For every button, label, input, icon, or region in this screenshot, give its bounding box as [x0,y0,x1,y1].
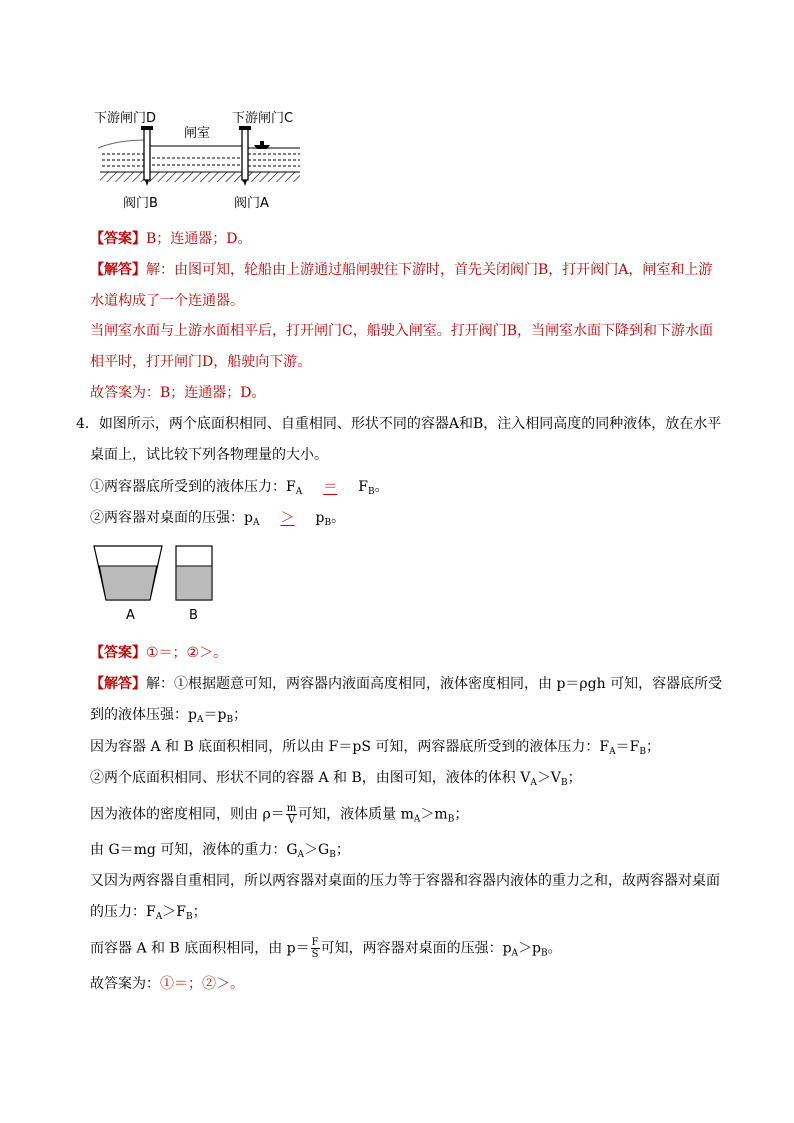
containers-diagram [90,544,220,604]
q3-answer: 【答案】B；连通器；D。 [90,231,252,247]
valve-b-label: 阀门B [123,196,158,211]
q4-analysis-line-7: 又因为两容器自重相同，所以两容器对桌面的压力等于容器和容器内液体的重力之和，故两容器对桌面 [90,873,720,889]
q4-stem-line-2: 桌面上，试比较下列各物理量的大小。 [90,447,328,463]
q4-stem-line-1: 4．如图所示，两个底面积相同、自重相同、形状不同的容器A和B，注入相同高度的同种液体，放在水平 [76,416,722,432]
q4-item-2-blank: ＞ [280,510,295,526]
q3-analysis-line-2: 水道构成了一个连通器。 [90,293,244,309]
chamber-label: 闸室 [184,126,211,141]
q4-analysis-line-5: 因为液体的密度相同，则由 ρ＝ $\frac{m}{V}$ 可知，液体质量 $m_A>m_B$； [90,803,469,826]
q3-analysis-line-4: 相平时，打开闸门D，船驶向下游。 [90,354,312,370]
q4-final-answer: 故答案为：①＝；②＞。 [90,976,244,992]
gate-c-label: 下游闸门C [232,111,294,126]
q4-analysis-line-6: 由 G＝mg 可知，液体的重力：$G_A>G_B$； [90,842,350,860]
container-b-label: B [189,608,198,623]
ship-lock-diagram [88,124,318,196]
q4-analysis-line-8: 的压力：$F_A>F_B$； [90,904,207,922]
valve-a-label: 阀门A [234,196,269,211]
gate-d-label: 下游闸门D [94,111,157,126]
pressure-fraction: $\frac{F}{S}$ [311,937,319,960]
q4-item-2: ②两容器对桌面的压强：$p_A > p_B$。 [90,510,346,528]
q4-item-1: ①两容器底所受到的液体压力：$F_A = F_B$。 [90,479,389,497]
q4-analysis-line-9: 而容器 A 和 B 底面积相同，由 p＝ $\frac{F}{S}$ 可知，两容器对桌面的压强：$p_A>p_B$。 [90,937,562,960]
q4-analysis-line-3: 因为容器 A 和 B 底面积相同，所以由 F＝pS 可知，两容器底所受到的液体压力：$F_A=F_B$； [90,739,660,757]
q4-analysis-line-2: 到的液体压强：$p_A=p_B$； [90,707,248,725]
containers-figure [90,544,220,628]
container-a-label: A [126,608,135,623]
q3-analysis-line-3: 当闸室水面与上游水面相平后，打开闸门C，船驶入闸室。打开阀门B，当闸室水面下降到和下游水面 [90,323,713,339]
ship-lock-figure [88,104,318,212]
q4-item-1-blank: ＝ [323,479,338,495]
q4-analysis-line-4: ②两个底面积相同、形状不同的容器 A 和 B，由图可知，液体的体积 $V_A>V_B$； [90,770,582,788]
q3-analysis-line-1: 【解答】解：由图可知，轮船由上游通过船闸驶往下游时，首先关闭阀门B，打开阀门A，闸室和上游 [90,262,713,278]
q4-analysis-line-1: 【解答】解：①根据题意可知，两容器内液面高度相同，液体密度相同，由 p＝ρgh 可知，容器底所受 [90,676,723,692]
q3-final-answer: 故答案为：B；连通器；D。 [90,385,266,401]
density-fraction: $\frac{m}{V}$ [286,803,297,826]
q4-answer: 【答案】①＝；②＞。 [90,645,228,661]
